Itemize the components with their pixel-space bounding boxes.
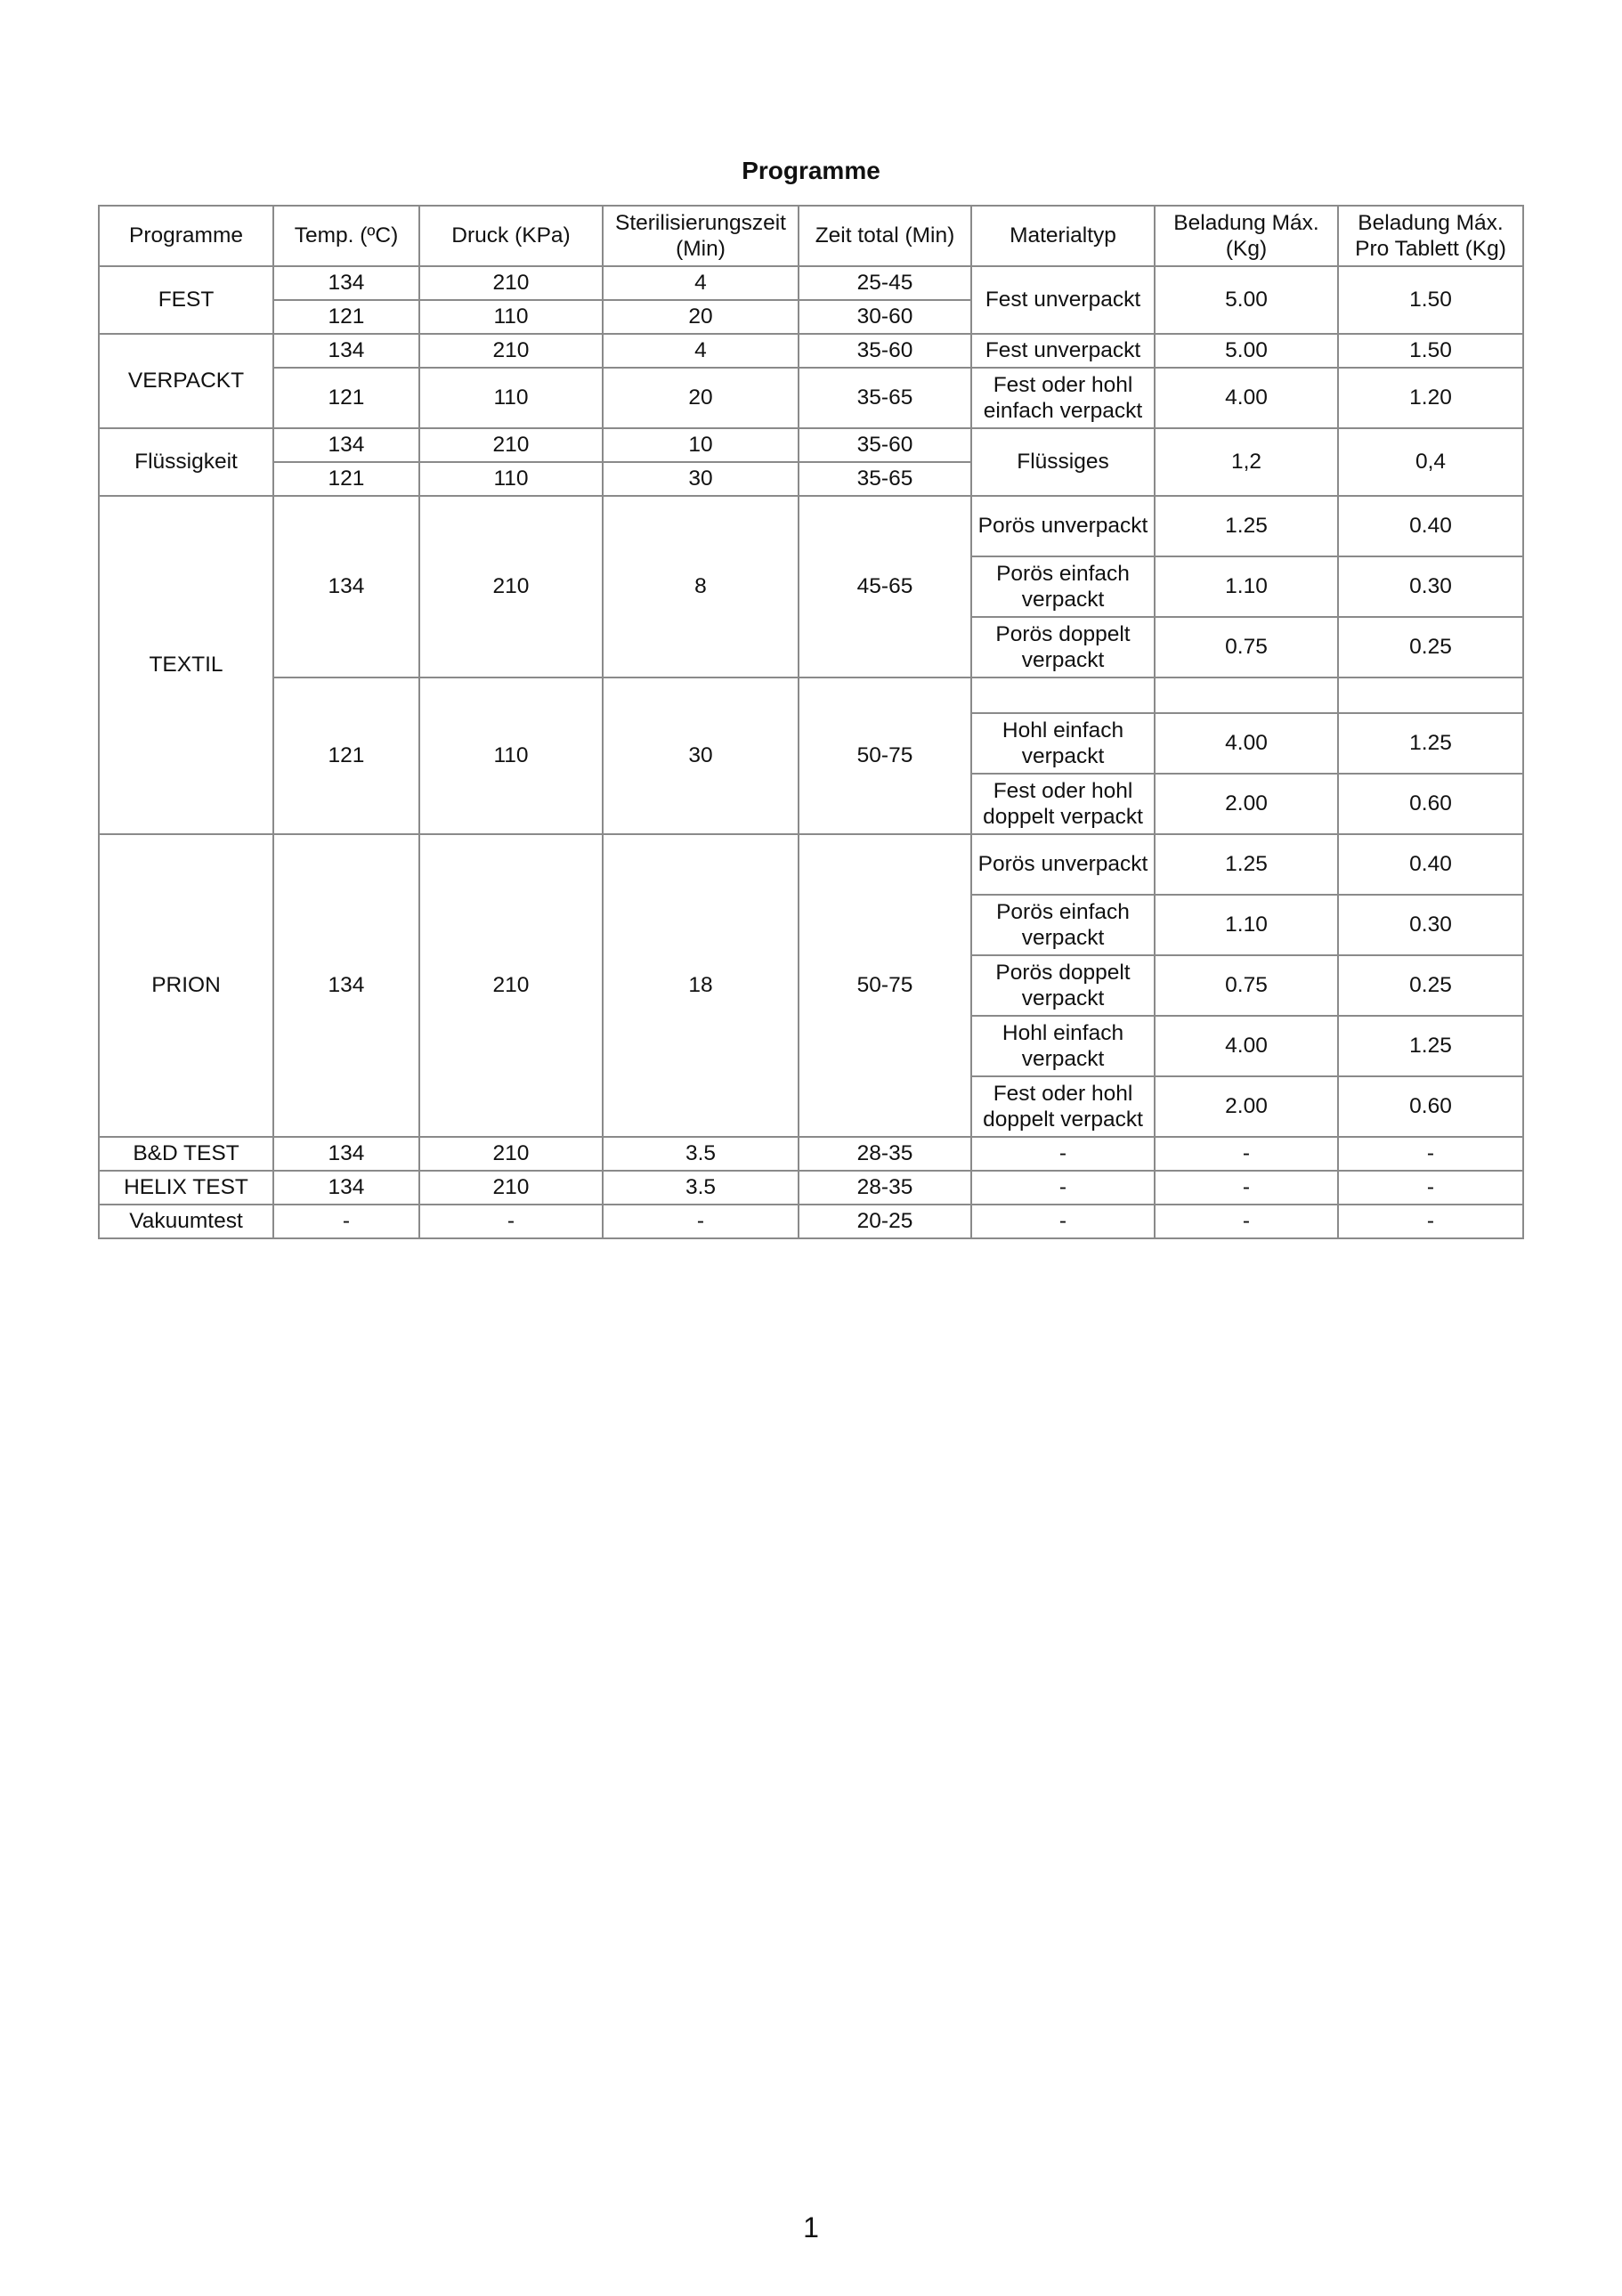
zeit-cell: 30-60 [799, 300, 971, 334]
temp-cell: 134 [273, 1137, 419, 1171]
header-temp: Temp. (ºC) [273, 206, 419, 266]
steri-cell: - [603, 1205, 799, 1238]
tablett-cell: 1.20 [1338, 368, 1523, 428]
table-row [99, 368, 1523, 428]
table-row [99, 428, 1523, 462]
empty-cell [1155, 677, 1338, 713]
header-row [99, 206, 1523, 266]
header-materialtyp: Materialtyp [971, 206, 1155, 266]
temp-cell: 121 [273, 677, 419, 834]
tablett-cell: - [1338, 1171, 1523, 1205]
steri-cell: 4 [603, 334, 799, 368]
steri-cell: 3.5 [603, 1137, 799, 1171]
programme-name: B&D TEST [99, 1137, 273, 1171]
tablett-cell: 1.25 [1338, 713, 1523, 774]
tablett-cell: 0.60 [1338, 1076, 1523, 1137]
steri-cell: 30 [603, 677, 799, 834]
material-cell: Fest oder hohl einfach verpackt [971, 368, 1155, 428]
material-cell: Porös doppelt verpackt [971, 617, 1155, 677]
steri-cell: 18 [603, 834, 799, 1137]
steri-cell: 20 [603, 300, 799, 334]
tablett-cell: 0.30 [1338, 556, 1523, 617]
zeit-cell: 35-60 [799, 334, 971, 368]
material-cell: Flüssiges [971, 428, 1155, 496]
tablett-cell: - [1338, 1205, 1523, 1238]
steri-cell: 4 [603, 266, 799, 300]
table-row [99, 1205, 1523, 1238]
temp-cell: 121 [273, 368, 419, 428]
steri-cell: 3.5 [603, 1171, 799, 1205]
steri-cell: 30 [603, 462, 799, 496]
page-number: 1 [803, 2211, 819, 2243]
material-cell: Porös einfach verpackt [971, 895, 1155, 955]
druck-cell: 210 [419, 266, 603, 300]
druck-cell: 110 [419, 368, 603, 428]
beladung-cell: - [1155, 1171, 1338, 1205]
druck-cell: 210 [419, 834, 603, 1137]
tablett-cell: 0,4 [1338, 428, 1523, 496]
table-row [99, 334, 1523, 368]
beladung-cell: 1.10 [1155, 556, 1338, 617]
material-cell: Fest oder hohl doppelt verpackt [971, 774, 1155, 834]
header-sterilisierungszeit: Sterilisierungszeit (Min) [603, 206, 799, 266]
druck-cell: 110 [419, 462, 603, 496]
beladung-cell: 2.00 [1155, 774, 1338, 834]
page-title: Programme [742, 157, 880, 184]
beladung-cell: 1,2 [1155, 428, 1338, 496]
material-cell: - [971, 1205, 1155, 1238]
tablett-cell: 0.60 [1338, 774, 1523, 834]
empty-cell [1338, 677, 1523, 713]
programme-name: Flüssigkeit [99, 428, 273, 496]
beladung-cell: 5.00 [1155, 266, 1338, 334]
temp-cell: 134 [273, 428, 419, 462]
beladung-cell: 2.00 [1155, 1076, 1338, 1137]
material-cell: Fest unverpackt [971, 266, 1155, 334]
table-row [99, 834, 1523, 895]
temp-cell: 121 [273, 300, 419, 334]
tablett-cell: - [1338, 1137, 1523, 1171]
programme-name: VERPACKT [99, 334, 273, 428]
material-cell: Porös unverpackt [971, 496, 1155, 556]
beladung-cell: - [1155, 1137, 1338, 1171]
material-cell: Porös doppelt verpackt [971, 955, 1155, 1016]
programme-table [98, 205, 1524, 1239]
zeit-cell: 35-65 [799, 368, 971, 428]
temp-cell: - [273, 1205, 419, 1238]
druck-cell: 110 [419, 677, 603, 834]
beladung-cell: 0.75 [1155, 955, 1338, 1016]
table-row [99, 266, 1523, 300]
beladung-cell: - [1155, 1205, 1338, 1238]
programme-name: Vakuumtest [99, 1205, 273, 1238]
beladung-cell: 1.25 [1155, 834, 1338, 895]
material-cell: Porös unverpackt [971, 834, 1155, 895]
beladung-cell: 1.10 [1155, 895, 1338, 955]
druck-cell: 210 [419, 334, 603, 368]
zeit-cell: 35-60 [799, 428, 971, 462]
material-cell: Fest oder hohl doppelt verpackt [971, 1076, 1155, 1137]
tablett-cell: 1.50 [1338, 266, 1523, 334]
beladung-cell: 4.00 [1155, 713, 1338, 774]
temp-cell: 134 [273, 834, 419, 1137]
tablett-cell: 0.25 [1338, 955, 1523, 1016]
zeit-cell: 35-65 [799, 462, 971, 496]
beladung-cell: 1.25 [1155, 496, 1338, 556]
header-beladung-tablett: Beladung Máx. Pro Tablett (Kg) [1338, 206, 1523, 266]
druck-cell: 210 [419, 1137, 603, 1171]
zeit-cell: 50-75 [799, 677, 971, 834]
material-cell: Hohl einfach verpackt [971, 713, 1155, 774]
material-cell: Hohl einfach verpackt [971, 1016, 1155, 1076]
tablett-cell: 0.25 [1338, 617, 1523, 677]
tablett-cell: 0.40 [1338, 496, 1523, 556]
temp-cell: 134 [273, 334, 419, 368]
tablett-cell: 1.50 [1338, 334, 1523, 368]
programme-name: FEST [99, 266, 273, 334]
table-row [99, 1137, 1523, 1171]
steri-cell: 10 [603, 428, 799, 462]
druck-cell: 210 [419, 496, 603, 677]
druck-cell: 210 [419, 1171, 603, 1205]
zeit-cell: 25-45 [799, 266, 971, 300]
material-cell: Porös einfach verpackt [971, 556, 1155, 617]
druck-cell: 210 [419, 428, 603, 462]
header-beladung-max: Beladung Máx. (Kg) [1155, 206, 1338, 266]
table-row [99, 496, 1523, 556]
material-cell: - [971, 1171, 1155, 1205]
steri-cell: 8 [603, 496, 799, 677]
material-cell: - [971, 1137, 1155, 1171]
zeit-cell: 28-35 [799, 1171, 971, 1205]
tablett-cell: 1.25 [1338, 1016, 1523, 1076]
zeit-cell: 28-35 [799, 1137, 971, 1171]
programme-name: PRION [99, 834, 273, 1137]
beladung-cell: 4.00 [1155, 368, 1338, 428]
druck-cell: - [419, 1205, 603, 1238]
material-cell: Fest unverpackt [971, 334, 1155, 368]
temp-cell: 134 [273, 496, 419, 677]
zeit-cell: 45-65 [799, 496, 971, 677]
programme-name: TEXTIL [99, 496, 273, 834]
table-row [99, 1171, 1523, 1205]
empty-cell [971, 677, 1155, 713]
header-zeit-total: Zeit total (Min) [799, 206, 971, 266]
temp-cell: 134 [273, 1171, 419, 1205]
druck-cell: 110 [419, 300, 603, 334]
zeit-cell: 20-25 [799, 1205, 971, 1238]
temp-cell: 134 [273, 266, 419, 300]
tablett-cell: 0.30 [1338, 895, 1523, 955]
beladung-cell: 0.75 [1155, 617, 1338, 677]
header-programme: Programme [99, 206, 273, 266]
beladung-cell: 4.00 [1155, 1016, 1338, 1076]
zeit-cell: 50-75 [799, 834, 971, 1137]
beladung-cell: 5.00 [1155, 334, 1338, 368]
temp-cell: 121 [273, 462, 419, 496]
steri-cell: 20 [603, 368, 799, 428]
tablett-cell: 0.40 [1338, 834, 1523, 895]
header-druck: Druck (KPa) [419, 206, 603, 266]
programme-name: HELIX TEST [99, 1171, 273, 1205]
table-row [99, 677, 1523, 713]
